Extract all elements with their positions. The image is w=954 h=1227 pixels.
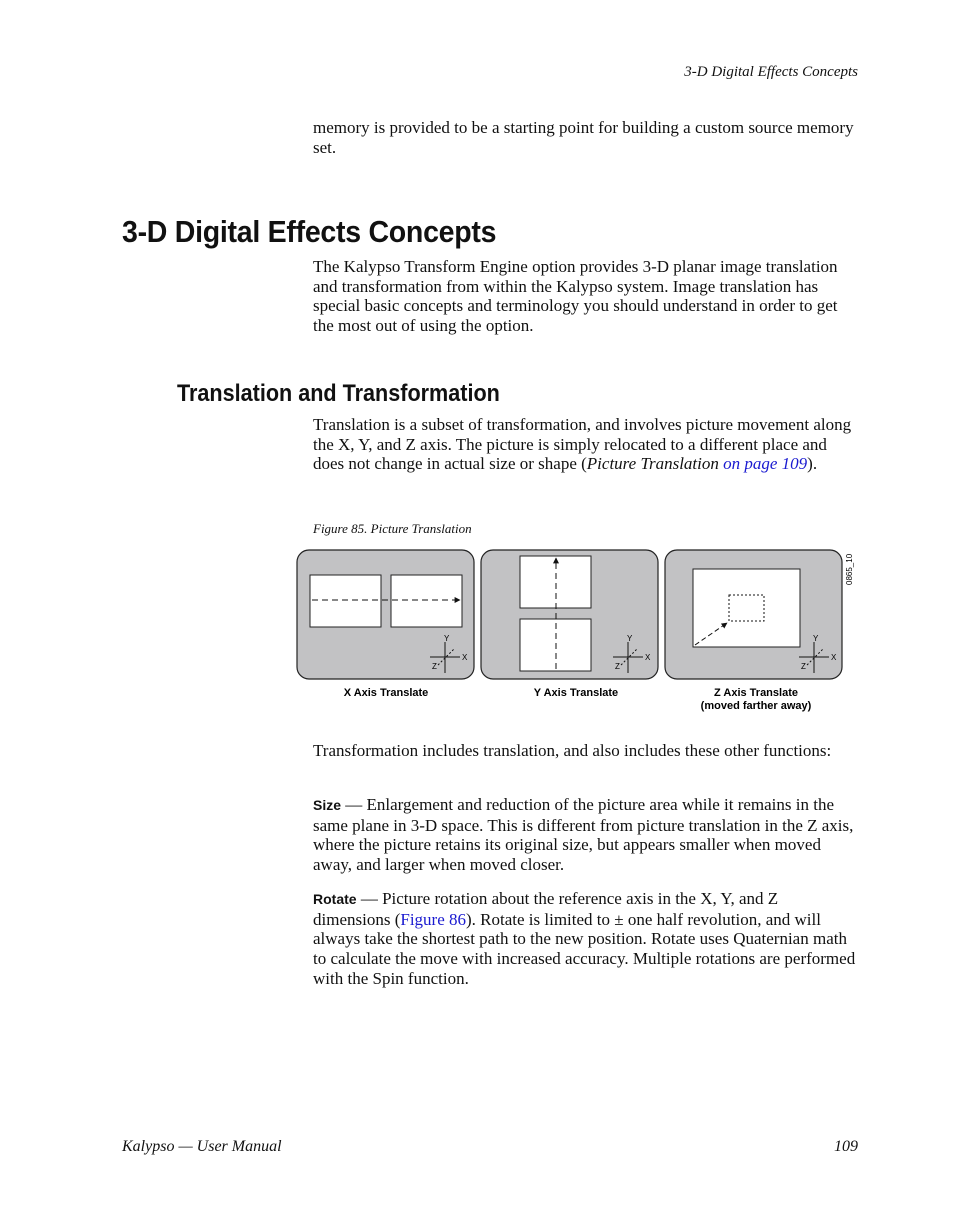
footer-page-number: 109 <box>834 1138 858 1155</box>
figure-reference-title: Picture Translation <box>586 454 719 474</box>
term-rotate-text-b: ). Rotate is limited to ± one half revolution, and will always take the shortest path to the new position. Rotate uses Quaternian math to calculate the move with increased accuracy. Multiple rotations are performed with the Spin function. <box>313 909 856 988</box>
x-axis-panel <box>297 550 474 679</box>
axis-label-y: Y <box>813 634 819 643</box>
translation-text: Translation is a subset of transformation, and involves picture movement along the X, Y, and Z axis. The picture is simply relocated to a different place and does not change in actual size or shape ( <box>313 415 852 474</box>
footer-manual-title: Kalypso — User Manual <box>122 1138 282 1155</box>
axis-label-x: X <box>462 653 468 662</box>
figure-caption: Figure 85. Picture Translation <box>313 521 472 536</box>
y-axis-panel <box>481 550 658 679</box>
page-reference-link[interactable]: on page 109 <box>723 454 808 474</box>
section-heading: 3-D Digital Effects Concepts <box>122 214 497 249</box>
term-size-label: Size <box>313 797 342 813</box>
running-header: 3-D Digital Effects Concepts <box>684 64 858 80</box>
term-size <box>313 795 858 875</box>
panel-label-z-sub: (moved farther away) <box>700 700 812 712</box>
figure-86-link[interactable]: Figure 86 <box>400 909 466 929</box>
panel-label-x: X Axis Translate <box>343 687 429 699</box>
panel-label-y: Y Axis Translate <box>533 687 619 699</box>
z-axis-panel <box>665 550 842 679</box>
translation-paragraph <box>313 415 858 474</box>
intro-paragraph: memory is provided to be a starting point for building a custom source memory set. <box>313 118 854 157</box>
panel-label-z: Z Axis Translate <box>714 687 798 699</box>
axis-label-x: X <box>645 653 651 662</box>
term-rotate-text-a: — Picture rotation about the reference axis in the X, Y, and Z dimensions ( <box>313 889 779 929</box>
section-paragraph: The Kalypso Transform Engine option provides 3-D planar image translation and transformation from within the Kalypso system. Image translation has special basic concepts and terminology you should understand in order to get the most out of using the option. <box>313 257 838 336</box>
picture-translation-figure <box>290 545 860 717</box>
term-rotate-label: Rotate <box>313 891 357 907</box>
subsection-heading: Translation and Transformation <box>177 380 500 407</box>
axis-label-y: Y <box>444 634 450 643</box>
translation-text-end: ). <box>807 454 818 474</box>
axis-label-y: Y <box>627 634 633 643</box>
axis-label-z: Z <box>615 662 620 671</box>
term-rotate <box>313 889 858 989</box>
axis-label-z: Z <box>801 662 806 671</box>
figure-code: 0865_10 <box>845 553 854 585</box>
transformation-intro: Transformation includes translation, and also includes these other functions: <box>313 741 832 760</box>
axis-label-z: Z <box>432 662 437 671</box>
axis-label-x: X <box>831 653 837 662</box>
term-size-text: — Enlargement and reduction of the picture area while it remains in the same plane in 3-D space. This is different from picture translation in the Z axis, where the picture retains its original size, but appears smaller when moved away, and larger when moved closer. <box>313 795 854 875</box>
